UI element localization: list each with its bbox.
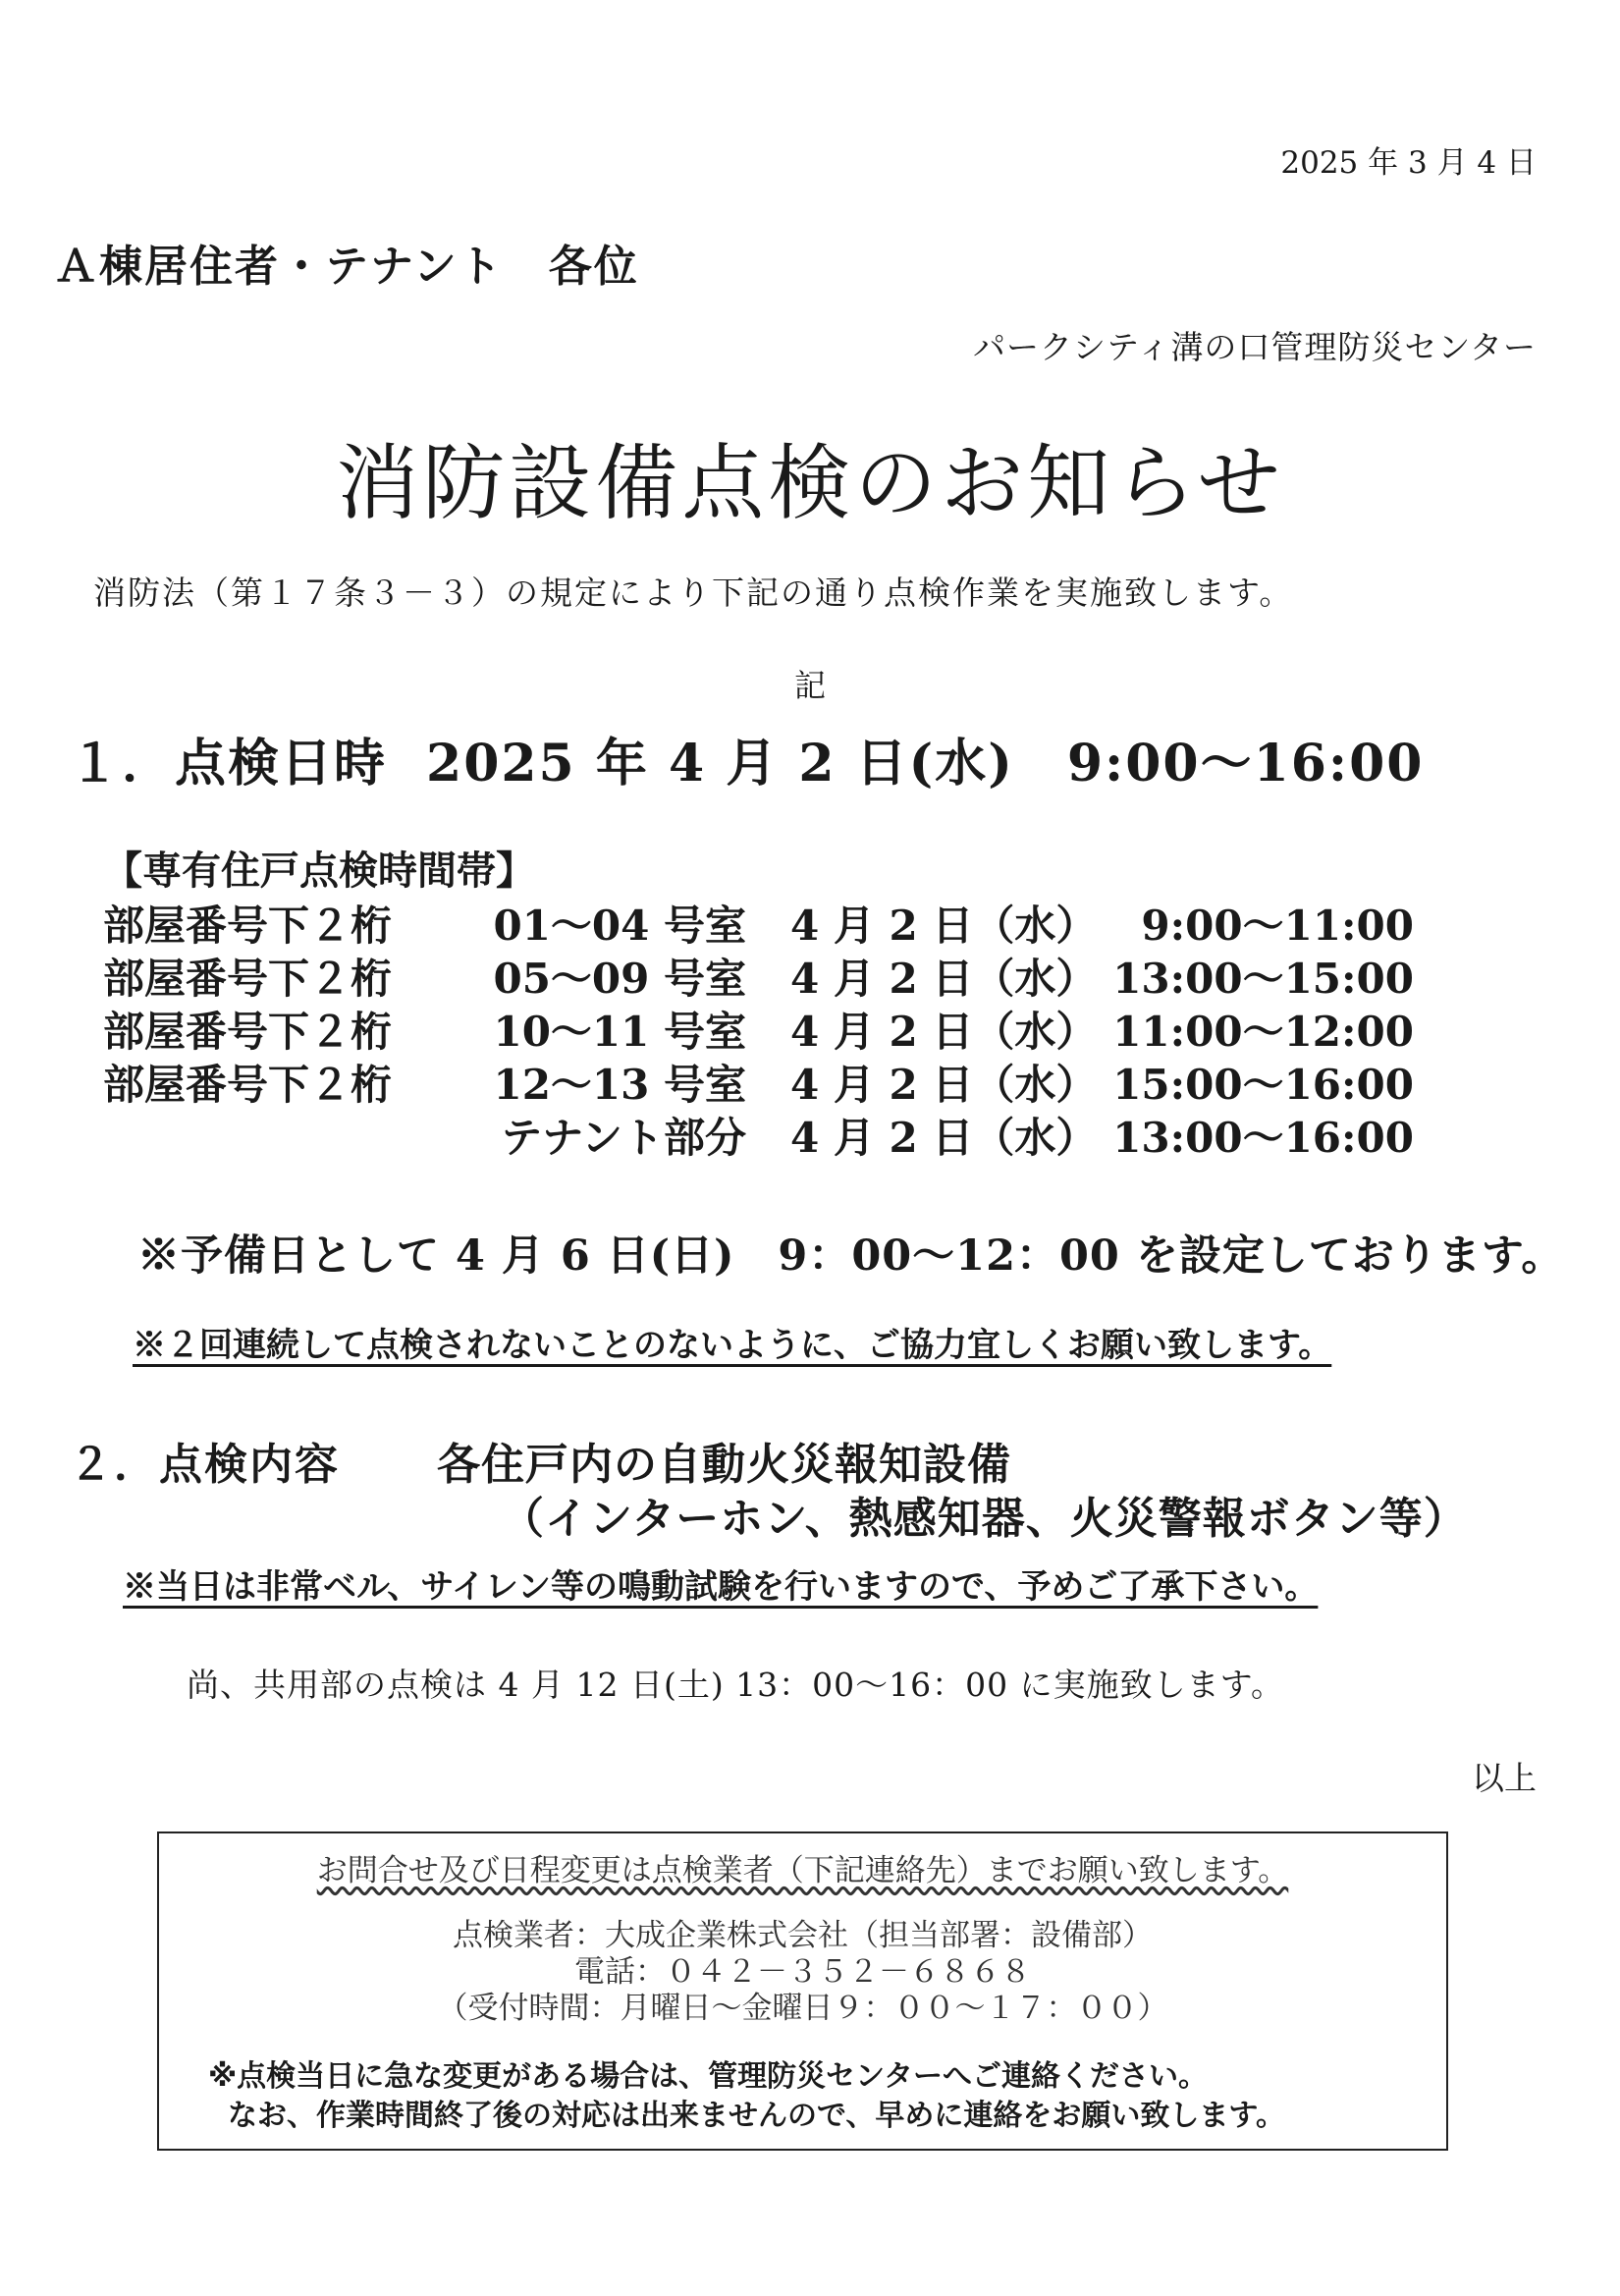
spare-day-note: ※予備日として 4 月 6 日(日) 9：00～12：00 を設定しております。 (137, 1231, 1565, 1281)
schedule-row-time: 13:00～15:00 (1112, 955, 1414, 1003)
addressee: Ａ棟居住者・テナント 各位 (54, 242, 639, 292)
contact-heading-text: お問合せ及び日程変更は点検業者（下記連絡先）までお願い致します。 (316, 1853, 1289, 1888)
schedule-row-room: 10～11 号室 (493, 1008, 746, 1056)
schedule-row-date: 4 月 2 日（水） (790, 1008, 1098, 1056)
schedule-heading: 【専有住戸点検時間帯】 (103, 847, 535, 894)
ki-mark: 記 (793, 667, 826, 704)
schedule-row-prefix: 部屋番号下２桁 (103, 1061, 393, 1109)
contact-phone: 電話：０４２－３５２－６８６８ (574, 1954, 1031, 1990)
section1-value: 2025 年 4 月 2 日(水) 9:00～16:00 (426, 734, 1425, 793)
contact-note-after-hours: なお、作業時間終了後の対応は出来ませんので、早めに連絡をお願い致します。 (228, 2099, 1285, 2133)
common-area-note: 尚、共用部の点検は 4 月 12 日(土) 13：00～16：00 に実施致します。 (187, 1666, 1284, 1704)
schedule-row-time: 11:00～12:00 (1112, 1008, 1414, 1056)
warning-alarm-test: ※当日は非常ベル、サイレン等の鳴動試験を行いますので、予めご了承下さい。 (123, 1567, 1319, 1607)
schedule-row-prefix: 部屋番号下２桁 (103, 1008, 393, 1056)
schedule-row-room: テナント部分 (501, 1114, 746, 1162)
schedule-row-time: 13:00～16:00 (1112, 1114, 1414, 1162)
section1-inspection-datetime (69, 722, 1425, 795)
schedule-row-prefix: 部屋番号下２桁 (103, 902, 393, 950)
sender: パークシティ溝の口管理防災センター (972, 328, 1537, 366)
schedule-row-time: 15:00～16:00 (1112, 1061, 1414, 1109)
schedule-row-prefix: 部屋番号下２桁 (103, 955, 393, 1003)
schedule-row-date: 4 月 2 日（水） (790, 902, 1098, 950)
section2-content: 各住戸内の自動火災報知設備 (437, 1440, 1011, 1490)
contact-company: 点検業者：大成企業株式会社（担当部署：設備部） (453, 1918, 1153, 1953)
schedule-row-room: 05～09 号室 (493, 955, 746, 1003)
section1-label: １．点検日時 (69, 734, 388, 793)
section2-detail: （インターホン、熱感知器、火災警報ボタン等） (501, 1494, 1468, 1544)
contact-hours: （受付時間：月曜日～金曜日９：００～１７：００） (437, 1991, 1168, 2026)
schedule-row-date: 4 月 2 日（水） (790, 1114, 1098, 1162)
contact-note-urgent: ※点検当日に急な変更がある場合は、管理防災センターへご連絡ください。 (208, 2059, 1208, 2094)
schedule-row-time: 9:00～11:00 (1141, 902, 1414, 950)
closing-mark: 以上 (1472, 1759, 1537, 1797)
contact-box (157, 1831, 1448, 2151)
notice-date: 2025 年 3 月 4 日 (1280, 145, 1537, 181)
schedule-row-room: 12～13 号室 (493, 1061, 746, 1109)
schedule-row-room: 01～04 号室 (493, 902, 746, 950)
schedule-row-date: 4 月 2 日（水） (790, 1061, 1098, 1109)
section2-label: ２．点検内容 (69, 1440, 340, 1490)
schedule-row-date: 4 月 2 日（水） (790, 955, 1098, 1003)
warning-consecutive-miss: ※２回連続して点検されないことのないように、ご協力宜しくお願い致します。 (133, 1326, 1332, 1365)
contact-heading (159, 1845, 1446, 1889)
page-title: 消防設備点検のお知らせ (336, 435, 1284, 531)
intro-text: 消防法（第１７条３－３）の規定により下記の通り点検作業を実施致します。 (93, 574, 1294, 612)
